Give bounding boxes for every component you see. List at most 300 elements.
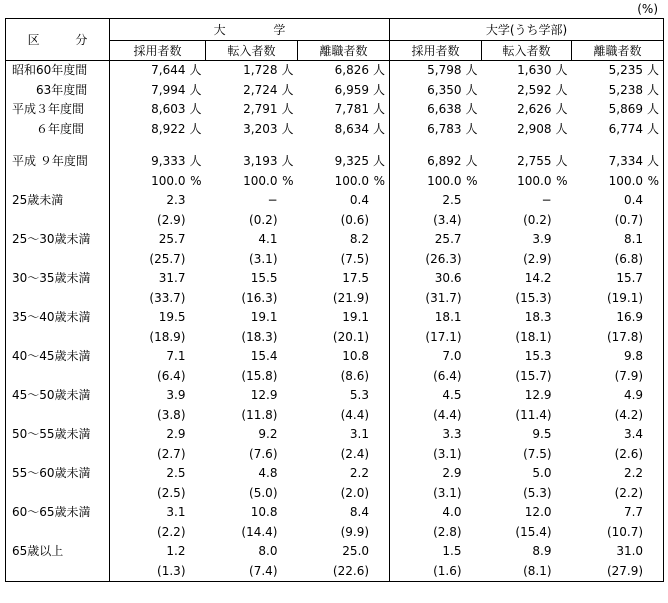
cell-unit: 人 xyxy=(281,154,294,168)
cell-value: 18.1 xyxy=(434,310,462,324)
cell-value: (0.6) xyxy=(340,212,370,227)
table-row xyxy=(6,230,664,250)
value-cell xyxy=(206,347,298,367)
cell-value: 4.0 xyxy=(442,505,462,519)
row-label: 60～65歳未満 xyxy=(6,503,110,523)
value-cell xyxy=(110,503,206,523)
value-cell xyxy=(572,367,664,387)
value-cell xyxy=(482,328,572,348)
row-label: 40～45歳未満 xyxy=(6,347,110,367)
table-row xyxy=(6,406,664,426)
cell-value: 100.0 xyxy=(608,173,644,188)
value-cell xyxy=(482,211,572,231)
cell-value: 5,235 xyxy=(608,63,644,77)
value-cell xyxy=(110,152,206,172)
cell-value: (3.1) xyxy=(433,485,462,500)
cell-value: (26.3) xyxy=(425,251,462,266)
cell-value: (15.3) xyxy=(515,290,552,305)
cell-value: (3.8) xyxy=(157,407,186,422)
row-label xyxy=(6,445,110,465)
value-cell xyxy=(572,250,664,270)
cell-value: 2,724 xyxy=(243,82,278,97)
cell-value: (2.2) xyxy=(614,485,644,500)
cell-value: (2.8) xyxy=(433,524,462,539)
cell-value: (27.9) xyxy=(606,563,644,578)
value-cell xyxy=(110,464,206,484)
header-col: 転入者数 xyxy=(206,41,298,61)
value-cell xyxy=(298,308,390,328)
value-cell xyxy=(298,211,390,231)
cell-value: 8.9 xyxy=(532,544,552,558)
cell-value: (15.7) xyxy=(515,368,552,383)
cell-value: 10.8 xyxy=(342,349,370,363)
value-cell xyxy=(572,289,664,309)
value-cell xyxy=(206,425,298,445)
spacer-row xyxy=(6,139,664,152)
cell-value: (2.4) xyxy=(340,446,370,461)
cell-value: 1.2 xyxy=(166,544,186,558)
cell-value: 7,334 xyxy=(608,154,644,168)
value-cell xyxy=(482,152,572,172)
cell-value: 9.8 xyxy=(623,349,644,363)
cell-unit: 人 xyxy=(189,63,202,77)
value-cell xyxy=(482,562,572,582)
cell-value: (11.8) xyxy=(241,407,278,422)
cell-unit: 人 xyxy=(465,154,478,168)
header-col: 離職者数 xyxy=(572,41,664,61)
value-cell xyxy=(110,484,206,504)
value-cell xyxy=(482,445,572,465)
value-cell xyxy=(572,211,664,231)
header-col: 採用者数 xyxy=(110,41,206,61)
cell-value: 7.0 xyxy=(442,349,462,363)
value-cell xyxy=(572,191,664,211)
cell-value: 1,728 xyxy=(243,63,278,77)
cell-value: (3.1) xyxy=(433,446,462,461)
cell-unit: % xyxy=(556,173,568,188)
value-cell xyxy=(206,269,298,289)
value-cell xyxy=(206,523,298,543)
value-cell xyxy=(298,367,390,387)
cell-value: 9,325 xyxy=(334,154,370,168)
cell-value: 5.3 xyxy=(349,388,370,402)
cell-value: 15.4 xyxy=(250,349,278,363)
header-col: 離職者数 xyxy=(298,41,390,61)
cell-value: 19.1 xyxy=(342,310,370,324)
cell-value: 2.3 xyxy=(166,193,186,207)
value-cell xyxy=(298,328,390,348)
cell-value: 12.9 xyxy=(250,388,278,402)
cell-value: 2.2 xyxy=(349,466,370,480)
cell-value: (22.6) xyxy=(332,563,370,578)
cell-unit: % xyxy=(647,173,660,188)
value-cell xyxy=(206,484,298,504)
row-label xyxy=(6,328,110,348)
value-cell xyxy=(572,328,664,348)
cell-unit: 人 xyxy=(189,82,202,97)
value-cell xyxy=(110,250,206,270)
value-cell xyxy=(206,464,298,484)
cell-value: 0.4 xyxy=(623,193,644,207)
value-cell xyxy=(298,172,390,192)
table-row xyxy=(6,328,664,348)
cell-unit: 人 xyxy=(373,63,386,77)
cell-unit: 人 xyxy=(647,102,660,116)
cell-value: 3.1 xyxy=(349,427,370,441)
cell-value: 3,203 xyxy=(243,121,278,136)
cell-unit: % xyxy=(466,173,478,188)
row-label: 55～60歳未満 xyxy=(6,464,110,484)
value-cell xyxy=(298,406,390,426)
cell-value: (21.9) xyxy=(332,290,370,305)
cell-value: 8,634 xyxy=(334,121,370,136)
cell-value: − xyxy=(541,193,552,207)
value-cell xyxy=(572,484,664,504)
cell-value: (17.1) xyxy=(425,329,462,344)
value-cell xyxy=(482,269,572,289)
value-cell xyxy=(110,211,206,231)
cell-unit: 人 xyxy=(281,102,294,116)
cell-value: (11.4) xyxy=(515,407,552,422)
value-cell xyxy=(572,230,664,250)
table-row xyxy=(6,289,664,309)
value-cell xyxy=(298,523,390,543)
cell-unit: 人 xyxy=(373,121,386,136)
value-cell xyxy=(390,250,482,270)
value-cell xyxy=(572,406,664,426)
value-cell xyxy=(110,367,206,387)
header-category: 区 分 xyxy=(6,19,110,61)
cell-value: 14.2 xyxy=(524,271,552,285)
cell-value: (0.2) xyxy=(523,212,552,227)
cell-value: (20.1) xyxy=(332,329,370,344)
row-label xyxy=(6,289,110,309)
value-cell xyxy=(572,464,664,484)
value-cell xyxy=(390,152,482,172)
value-cell xyxy=(110,523,206,543)
value-cell xyxy=(482,308,572,328)
empty-cell xyxy=(482,139,572,152)
cell-value: (2.9) xyxy=(157,212,186,227)
value-cell xyxy=(298,152,390,172)
cell-unit: 人 xyxy=(555,154,568,168)
row-label: 25～30歳未満 xyxy=(6,230,110,250)
cell-value: 6,959 xyxy=(334,82,370,97)
row-label xyxy=(6,367,110,387)
value-cell xyxy=(390,562,482,582)
table-row xyxy=(6,523,664,543)
value-cell xyxy=(206,211,298,231)
cell-value: 6,638 xyxy=(427,102,462,116)
value-cell xyxy=(572,503,664,523)
cell-unit: 人 xyxy=(647,82,660,97)
cell-value: (0.7) xyxy=(614,212,644,227)
cell-value: 6,350 xyxy=(427,82,462,97)
table-row xyxy=(6,445,664,465)
value-cell xyxy=(390,191,482,211)
empty-cell xyxy=(298,139,390,152)
cell-value: (25.7) xyxy=(149,251,186,266)
cell-value: (7.5) xyxy=(523,446,552,461)
value-cell xyxy=(572,120,664,140)
cell-value: 6,892 xyxy=(427,154,462,168)
value-cell xyxy=(298,230,390,250)
cell-value: 9,333 xyxy=(151,154,186,168)
value-cell xyxy=(298,61,390,81)
cell-value: (5.3) xyxy=(523,485,552,500)
value-cell xyxy=(390,464,482,484)
cell-value: (4.4) xyxy=(433,407,462,422)
value-cell xyxy=(298,425,390,445)
cell-value: (7.6) xyxy=(249,446,278,461)
value-cell xyxy=(572,347,664,367)
cell-value: (10.7) xyxy=(606,524,644,539)
cell-value: 4.9 xyxy=(623,388,644,402)
cell-value: (8.1) xyxy=(523,563,552,578)
row-label xyxy=(6,484,110,504)
cell-value: (7.9) xyxy=(614,368,644,383)
cell-value: 30.6 xyxy=(434,271,462,285)
cell-value: 2.2 xyxy=(623,466,644,480)
value-cell xyxy=(110,562,206,582)
header-group-undergraduate: 大学(うち学部) xyxy=(390,19,664,41)
value-cell xyxy=(482,250,572,270)
value-cell xyxy=(390,406,482,426)
row-label: 25歳未満 xyxy=(6,191,110,211)
cell-value: 8.0 xyxy=(258,544,278,558)
value-cell xyxy=(298,250,390,270)
cell-value: 8,603 xyxy=(151,102,186,116)
table-row xyxy=(6,120,664,140)
value-cell xyxy=(298,269,390,289)
cell-unit: 人 xyxy=(281,121,294,136)
value-cell xyxy=(572,523,664,543)
value-cell xyxy=(206,61,298,81)
value-cell xyxy=(206,152,298,172)
cell-value: 0.4 xyxy=(349,193,370,207)
value-cell xyxy=(390,484,482,504)
cell-value: 100.0 xyxy=(151,173,186,188)
table-row xyxy=(6,172,664,192)
value-cell xyxy=(110,406,206,426)
row-label: 35～40歳未満 xyxy=(6,308,110,328)
value-cell xyxy=(298,464,390,484)
cell-value: (16.3) xyxy=(241,290,278,305)
value-cell xyxy=(390,386,482,406)
cell-value: 3.4 xyxy=(623,427,644,441)
cell-value: (7.4) xyxy=(249,563,278,578)
header-col: 採用者数 xyxy=(390,41,482,61)
cell-value: 31.7 xyxy=(158,271,186,285)
cell-value: (14.4) xyxy=(241,524,278,539)
cell-unit: 人 xyxy=(189,121,202,136)
value-cell xyxy=(572,61,664,81)
value-cell xyxy=(298,484,390,504)
value-cell xyxy=(110,172,206,192)
value-cell xyxy=(482,386,572,406)
teacher-movement-table xyxy=(5,18,664,582)
cell-value: 1.5 xyxy=(442,544,462,558)
cell-value: 4.1 xyxy=(258,232,278,246)
cell-value: 3.9 xyxy=(166,388,186,402)
value-cell xyxy=(206,445,298,465)
cell-value: (18.1) xyxy=(515,329,552,344)
cell-value: (33.7) xyxy=(149,290,186,305)
cell-value: 1,630 xyxy=(517,63,552,77)
value-cell xyxy=(390,308,482,328)
cell-unit: 人 xyxy=(465,102,478,116)
cell-value: 8.1 xyxy=(623,232,644,246)
cell-unit: 人 xyxy=(555,102,568,116)
cell-value: (19.1) xyxy=(606,290,644,305)
value-cell xyxy=(390,120,482,140)
cell-value: 25.7 xyxy=(434,232,462,246)
cell-value: 5,869 xyxy=(608,102,644,116)
cell-value: 15.5 xyxy=(250,271,278,285)
cell-value: (3.1) xyxy=(249,251,278,266)
cell-value: 15.7 xyxy=(616,271,644,285)
value-cell xyxy=(206,367,298,387)
cell-unit: 人 xyxy=(465,63,478,77)
cell-value: 19.1 xyxy=(250,310,278,324)
cell-value: (1.6) xyxy=(433,563,462,578)
value-cell xyxy=(482,347,572,367)
value-cell xyxy=(206,172,298,192)
value-cell xyxy=(572,81,664,101)
cell-unit: 人 xyxy=(373,82,386,97)
cell-value: 8,922 xyxy=(151,121,186,136)
table-row xyxy=(6,542,664,562)
value-cell xyxy=(390,269,482,289)
cell-value: 2.5 xyxy=(166,466,186,480)
cell-value: 10.8 xyxy=(250,505,278,519)
value-cell xyxy=(298,542,390,562)
table-row xyxy=(6,347,664,367)
value-cell xyxy=(390,542,482,562)
value-cell xyxy=(206,289,298,309)
value-cell xyxy=(482,61,572,81)
cell-value: 2.5 xyxy=(442,193,462,207)
value-cell xyxy=(110,289,206,309)
cell-value: (3.4) xyxy=(433,212,462,227)
value-cell xyxy=(390,523,482,543)
value-cell xyxy=(572,445,664,465)
value-cell xyxy=(298,562,390,582)
value-cell xyxy=(390,211,482,231)
value-cell xyxy=(298,100,390,120)
value-cell xyxy=(298,191,390,211)
value-cell xyxy=(572,269,664,289)
value-cell xyxy=(390,81,482,101)
cell-unit: 人 xyxy=(465,121,478,136)
value-cell xyxy=(110,328,206,348)
value-cell xyxy=(390,289,482,309)
cell-value: (4.4) xyxy=(340,407,370,422)
value-cell xyxy=(390,503,482,523)
cell-unit: % xyxy=(190,173,202,188)
value-cell xyxy=(110,445,206,465)
value-cell xyxy=(110,347,206,367)
cell-value: (31.7) xyxy=(425,290,462,305)
empty-cell xyxy=(390,139,482,152)
cell-value: 25.0 xyxy=(342,544,370,558)
value-cell xyxy=(482,464,572,484)
cell-value: (6.8) xyxy=(614,251,644,266)
value-cell xyxy=(482,425,572,445)
value-cell xyxy=(572,308,664,328)
value-cell xyxy=(482,367,572,387)
cell-value: (0.2) xyxy=(249,212,278,227)
cell-value: 2,592 xyxy=(517,82,552,97)
cell-unit: 人 xyxy=(189,102,202,116)
table-body xyxy=(6,61,664,582)
value-cell xyxy=(110,100,206,120)
value-cell xyxy=(110,61,206,81)
cell-value: 6,826 xyxy=(334,63,370,77)
cell-value: 12.9 xyxy=(524,388,552,402)
value-cell xyxy=(298,120,390,140)
value-cell xyxy=(206,191,298,211)
cell-value: 100.0 xyxy=(334,173,370,188)
table-row xyxy=(6,484,664,504)
cell-value: 25.7 xyxy=(158,232,186,246)
value-cell xyxy=(206,81,298,101)
row-label: 平成３年度間 xyxy=(6,100,110,120)
cell-unit: 人 xyxy=(281,82,294,97)
cell-value: 3.1 xyxy=(166,505,186,519)
row-label: 昭和60年度間 xyxy=(6,61,110,81)
cell-value: (15.8) xyxy=(241,368,278,383)
table-row xyxy=(6,386,664,406)
cell-value: (18.9) xyxy=(149,329,186,344)
cell-value: 8.2 xyxy=(349,232,370,246)
cell-value: 5.0 xyxy=(532,466,552,480)
cell-value: 7,781 xyxy=(334,102,370,116)
value-cell xyxy=(390,61,482,81)
table-row xyxy=(6,191,664,211)
cell-value: 8.4 xyxy=(349,505,370,519)
value-cell xyxy=(110,386,206,406)
table-row xyxy=(6,211,664,231)
row-label: 平成 ９年度間 xyxy=(6,152,110,172)
cell-unit: 人 xyxy=(555,121,568,136)
cell-unit: 人 xyxy=(555,82,568,97)
cell-value: (5.0) xyxy=(249,485,278,500)
row-label xyxy=(6,211,110,231)
row-label: ６年度間 xyxy=(6,120,110,140)
cell-value: (2.7) xyxy=(157,446,186,461)
header-group-university: 大 学 xyxy=(110,19,390,41)
cell-unit: 人 xyxy=(465,82,478,97)
cell-value: 3.9 xyxy=(532,232,552,246)
value-cell xyxy=(110,269,206,289)
cell-value: 5,238 xyxy=(608,82,644,97)
empty-cell xyxy=(110,139,206,152)
cell-value: (1.3) xyxy=(157,563,186,578)
cell-value: 2,755 xyxy=(517,154,552,168)
value-cell xyxy=(572,172,664,192)
row-label: 30～35歳未満 xyxy=(6,269,110,289)
value-cell xyxy=(482,120,572,140)
row-label xyxy=(6,523,110,543)
cell-value: 4.5 xyxy=(442,388,462,402)
cell-value: 31.0 xyxy=(616,544,644,558)
cell-unit: 人 xyxy=(647,154,660,168)
table-row xyxy=(6,250,664,270)
cell-value: 3,193 xyxy=(243,154,278,168)
value-cell xyxy=(390,445,482,465)
row-label xyxy=(6,562,110,582)
